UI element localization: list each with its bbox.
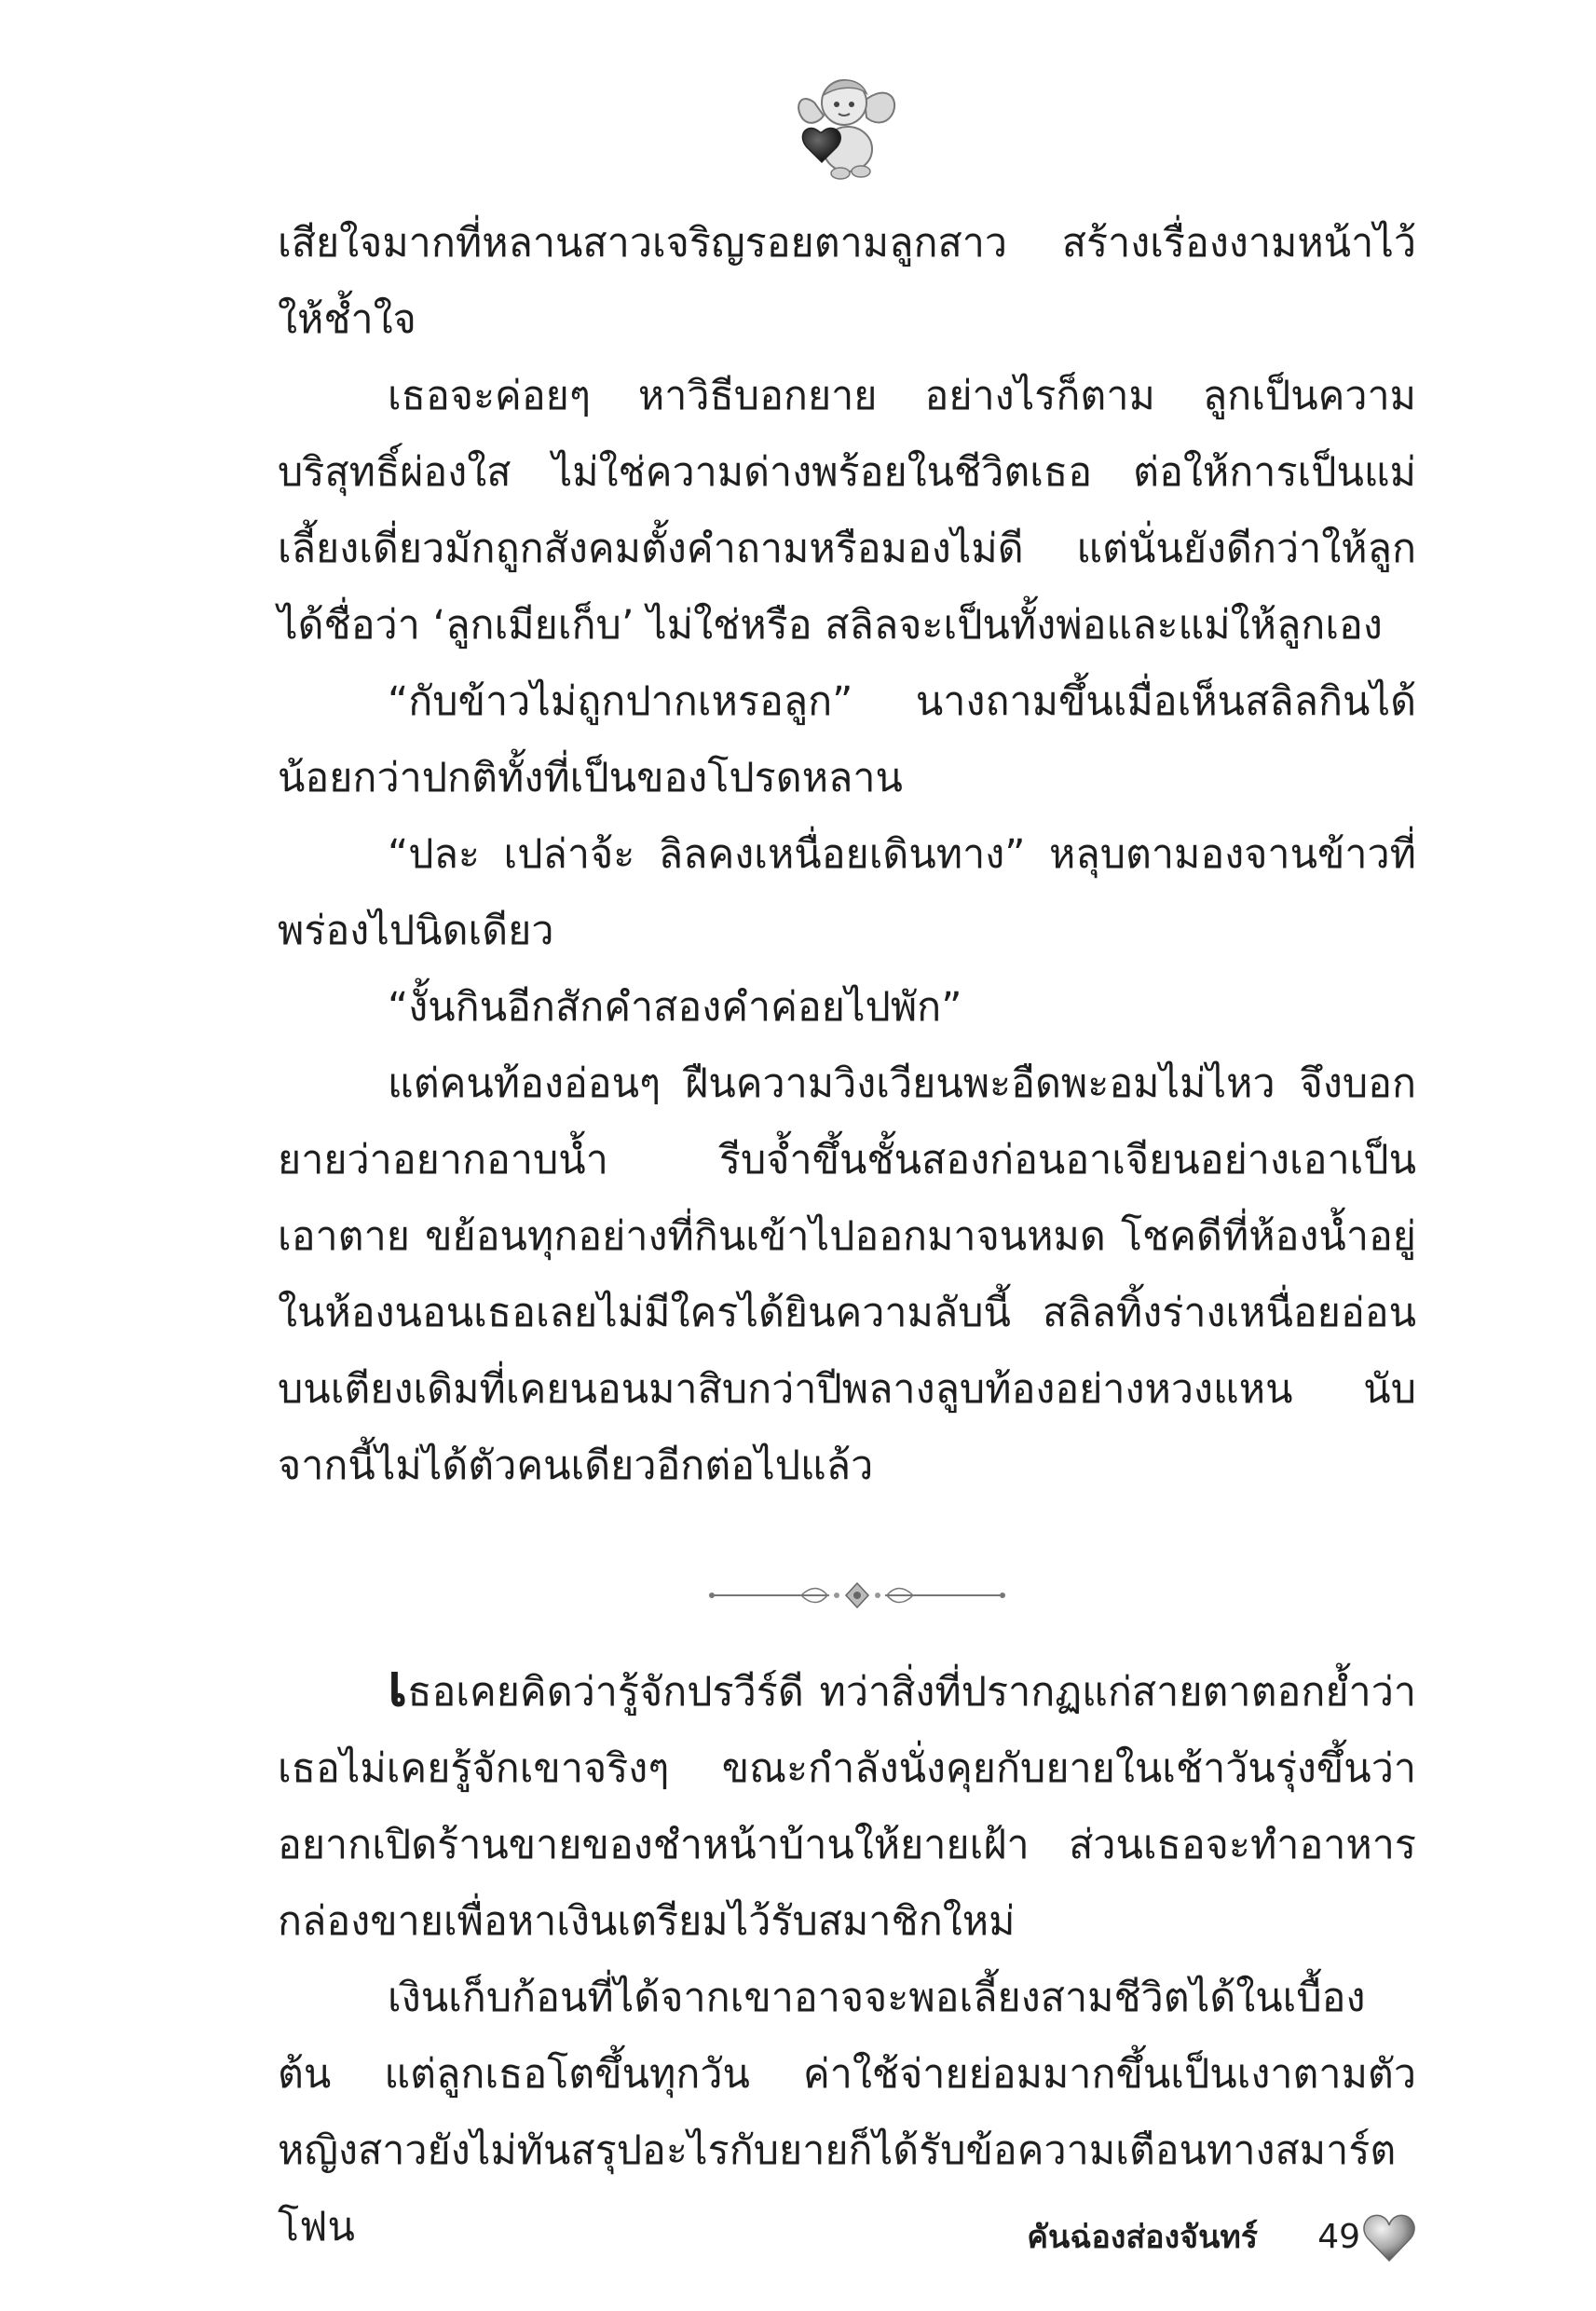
paragraph-4: “ปละ เปล่าจ้ะ ลิลคงเหนื่อยเดินทาง” หลุบตามองจานข้าวที่พร่องไปนิดเดียว <box>278 831 1416 954</box>
paragraph-1: เสียใจมากที่หลานสาวเจริญรอยตามลูกสาว สร้างเรื่องงามหน้าไว้ให้ช้ำใจ <box>278 220 1416 343</box>
footer-page-number: 49 <box>1317 2218 1360 2256</box>
paragraph-5: “งั้นกินอีกสักคำสองคำค่อยไปพัก” <box>388 984 962 1031</box>
footer-book-title: คันฉ่องส่องจันทร์ <box>1027 2219 1258 2256</box>
text-block-top <box>278 205 1416 1504</box>
paragraph-2: เธอจะค่อยๆ หาวิธีบอกยาย อย่างไรก็ตาม ลูกเป็นความบริสุทธิ์ผ่องใส ไม่ใช่ความด่างพร้อยในชีวิตเธอ ต่อให้การเป็นแม่เลี้ยงเดี่ยวมักถูกสังคมตั้งคำถามหรือมองไม่ดี แต่นั่นยังดีกว่าให้ลูกได้ชื่อว่า ‘ลูกเมียเก็บ’ ไม่ใช่หรือ สลิลจะเป็นทั้งพ่อและแม่ให้ลูกเอง <box>278 373 1416 649</box>
page-footer <box>969 2210 1416 2276</box>
drop-cap: เ <box>388 1651 408 1719</box>
cherub-heart-icon <box>792 65 904 186</box>
dropcap-paragraph-text: ธอเคยคิดว่ารู้จักปรวีร์ดี ทว่าสิ่งที่ปรากฏแก่สายตาตอกย้ำว่าเธอไม่เคยรู้จักเขาจริงๆ ขณะกำลังนั่งคุยกับยายในเช้าวันรุ่งขึ้นว่าอยากเปิดร้านขายของชำหน้าบ้านให้ยายเฝ้า ส่วนเธอจะทำอาหารกล่องขายเพื่อหาเงินเตรียมไว้รับสมาชิกใหม่ <box>278 1669 1416 1945</box>
paragraph-8: เงินเก็บก้อนที่ได้จากเขาอาจจะพอเลี้ยงสามชีวิตได้ในเบื้องต้น แต่ลูกเธอโตขึ้นทุกวัน ค่าใช้จ่ายย่อมมากขึ้นเป็นเงาตามตัว หญิงสาวยังไม่ทันสรุปอะไรกับยายก็ได้รับข้อความเตือนทางสมาร์ตโฟน <box>278 1975 1416 2250</box>
paragraph-3: “กับข้าวไม่ถูกปากเหรอลูก” นางถามขึ้นเมื่อเห็นสลิลกินได้น้อยกว่าปกติทั้งที่เป็นของโปรดหลาน <box>278 678 1416 801</box>
heart-icon <box>1360 2208 1418 2266</box>
paragraph-6: แต่คนท้องอ่อนๆ ฝืนความวิงเวียนพะอืดพะอมไม่ไหว จึงบอกยายว่าอยากอาบน้ำ รีบจ้ำขึ้นชั้นสองก่อนอาเจียนอย่างเอาเป็นเอาตาย ขย้อนทุกอย่างที่กินเข้าไปออกมาจนหมด โชคดีที่ห้องน้ำอยู่ในห้องนอนเธอเลยไม่มีใครได้ยินความลับนี้ สลิลทิ้งร่างเหนื่อยอ่อนบนเตียงเดิมที่เคยนอนมาสิบกว่าปีพลางลูบท้องอย่างหวงแหน นับจากนี้ไม่ได้ตัวคนเดียวอีกต่อไปแล้ว <box>278 1060 1416 1489</box>
text-block-bottom <box>278 1651 1416 2265</box>
ornament-divider-icon <box>708 1581 1006 1609</box>
paragraph-dropcap <box>278 1651 1416 1960</box>
